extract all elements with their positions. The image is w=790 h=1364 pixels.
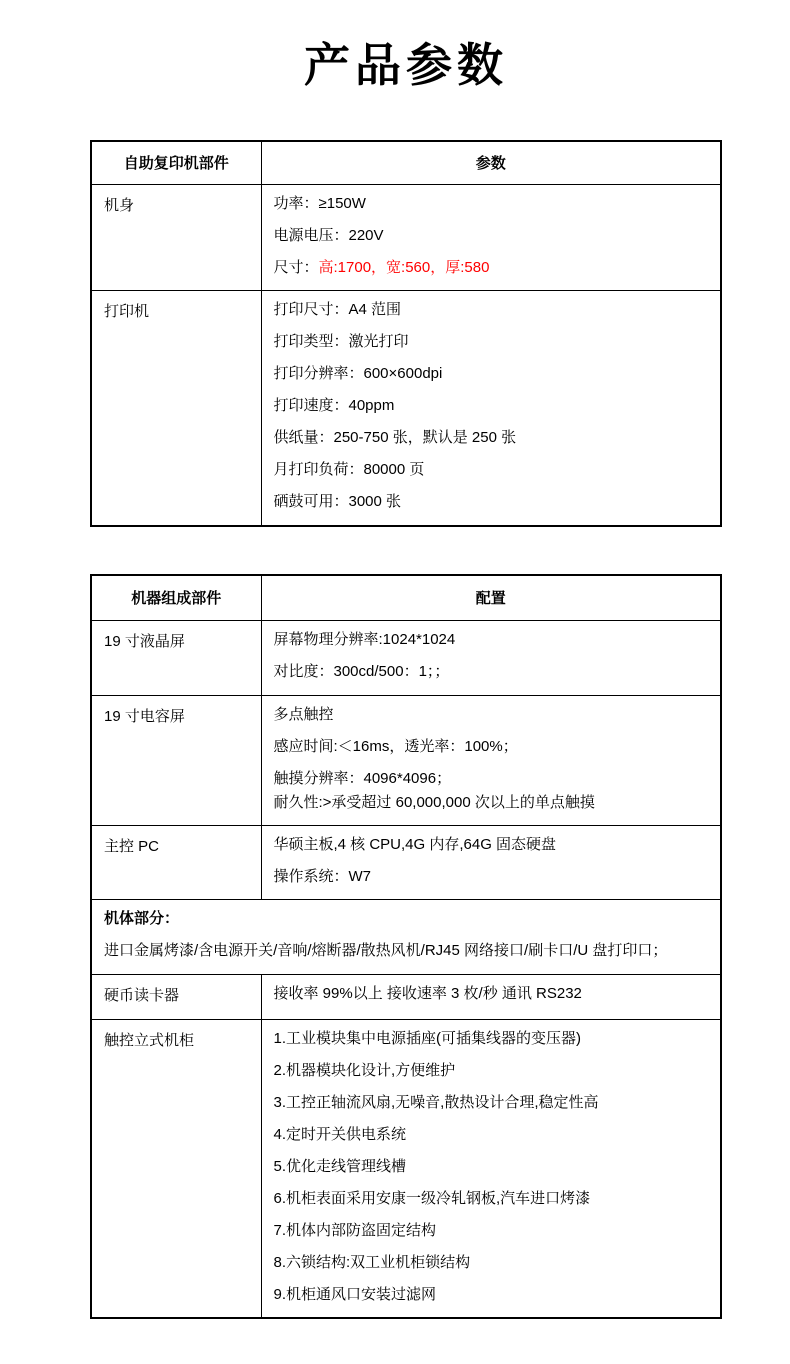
machine-components-table-container [90, 574, 722, 1319]
spec-line: 触摸分辨率：4096*4096； [273, 769, 452, 787]
spec-content-cell [261, 620, 721, 695]
highlighted-text: 高:1700，宽:560，厚:580 [318, 258, 490, 276]
spec-line: 功率：≥150W [273, 194, 366, 212]
spec-content-cell [261, 1019, 721, 1318]
spec-line: 进口金属烤漆/含电源开关/音响/熔断器/散热风机/RJ45 网络接口/刷卡口/U 盘打印口； [104, 941, 668, 959]
header-row [91, 141, 721, 184]
spec-line: 感应时间:＜16ms，透光率：100%； [273, 737, 518, 755]
spec-line: 1.工业模块集中电源插座(可插集线器的变压器) [273, 1029, 582, 1047]
product-spec-document [90, 36, 722, 1319]
table-row [91, 974, 721, 1019]
full-width-cell [91, 899, 721, 974]
spec-line: 3.工控正轴流风扇,无噪音,散热设计合理,稳定性高 [273, 1093, 599, 1111]
spec-content-cell [261, 290, 721, 526]
spec-line: 操作系统：W7 [273, 867, 372, 885]
spec-line: 打印尺寸：A4 范围 [273, 300, 402, 318]
text-run: 尺寸： [273, 258, 319, 276]
page-title: 产品参数 [304, 39, 508, 91]
spec-line: 9.机柜通风口安装过滤网 [273, 1285, 437, 1303]
spec-line: 月打印负荷：80000 页 [273, 460, 425, 478]
spec-line: 接收率 99%以上 接收速率 3 枚/秒 通讯 RS232 [273, 984, 582, 1002]
column-header: 参数 [261, 141, 721, 184]
table-row [91, 825, 721, 899]
component-label-cell: 19 寸液晶屏 [91, 620, 261, 695]
copier-parts-table [90, 140, 722, 527]
spec-content-cell [261, 825, 721, 899]
spec-line: 打印类型：激光打印 [273, 332, 409, 350]
spec-content-cell [261, 974, 721, 1019]
spec-line: 打印分辨率：600×600dpi [273, 364, 443, 382]
component-label-cell: 打印机 [91, 290, 261, 526]
machine-components-table [90, 574, 722, 1319]
table-row [91, 899, 721, 974]
spec-line: 8.六锁结构:双工业机柜锁结构 [273, 1253, 471, 1271]
component-label-cell: 主控 PC [91, 825, 261, 899]
component-label-cell: 硬币读卡器 [91, 974, 261, 1019]
spec-line: 华硕主板,4 核 CPU,4G 内存,64G 固态硬盘 [273, 835, 557, 853]
spec-line: 4.定时开关供电系统 [273, 1125, 407, 1143]
column-header: 自助复印机部件 [91, 141, 261, 184]
spec-line: 耐久性:>承受超过 60,000,000 次以上的单点触摸 [273, 793, 595, 811]
spec-line: 2.机器模块化设计,方便维护 [273, 1061, 456, 1079]
copier-parts-table-container [90, 140, 722, 527]
spec-line: 机体部分： [104, 909, 180, 927]
column-header: 机器组成部件 [91, 575, 261, 620]
table-row [91, 290, 721, 526]
spec-line: 5.优化走线管理线槽 [273, 1157, 407, 1175]
table-row [91, 695, 721, 825]
spec-line: 对比度：300cd/500：1；； [273, 662, 450, 680]
spec-line: 电源电压：220V [273, 226, 384, 244]
component-label-cell: 19 寸电容屏 [91, 695, 261, 825]
spec-line: 7.机体内部防盗固定结构 [273, 1221, 437, 1239]
table-row [91, 1019, 721, 1318]
spec-line [274, 258, 709, 278]
spec-line: 硒鼓可用：3000 张 [273, 492, 402, 510]
component-label-cell: 机身 [91, 184, 261, 290]
spec-line: 多点触控 [273, 705, 334, 723]
spec-content-cell [261, 695, 721, 825]
component-label-cell: 触控立式机柜 [91, 1019, 261, 1318]
header-row [91, 575, 721, 620]
spec-line: 6.机柜表面采用安康一级冷轧钢板,汽车进口烤漆 [273, 1189, 591, 1207]
table-row [91, 184, 721, 290]
spec-line: 打印速度：40ppm [273, 396, 395, 414]
spec-line: 屏幕物理分辨率:1024*1024 [273, 630, 456, 648]
column-header: 配置 [261, 575, 721, 620]
table-row [91, 620, 721, 695]
spec-line: 供纸量：250-750 张，默认是 250 张 [273, 428, 517, 446]
spec-content-cell [261, 184, 721, 290]
